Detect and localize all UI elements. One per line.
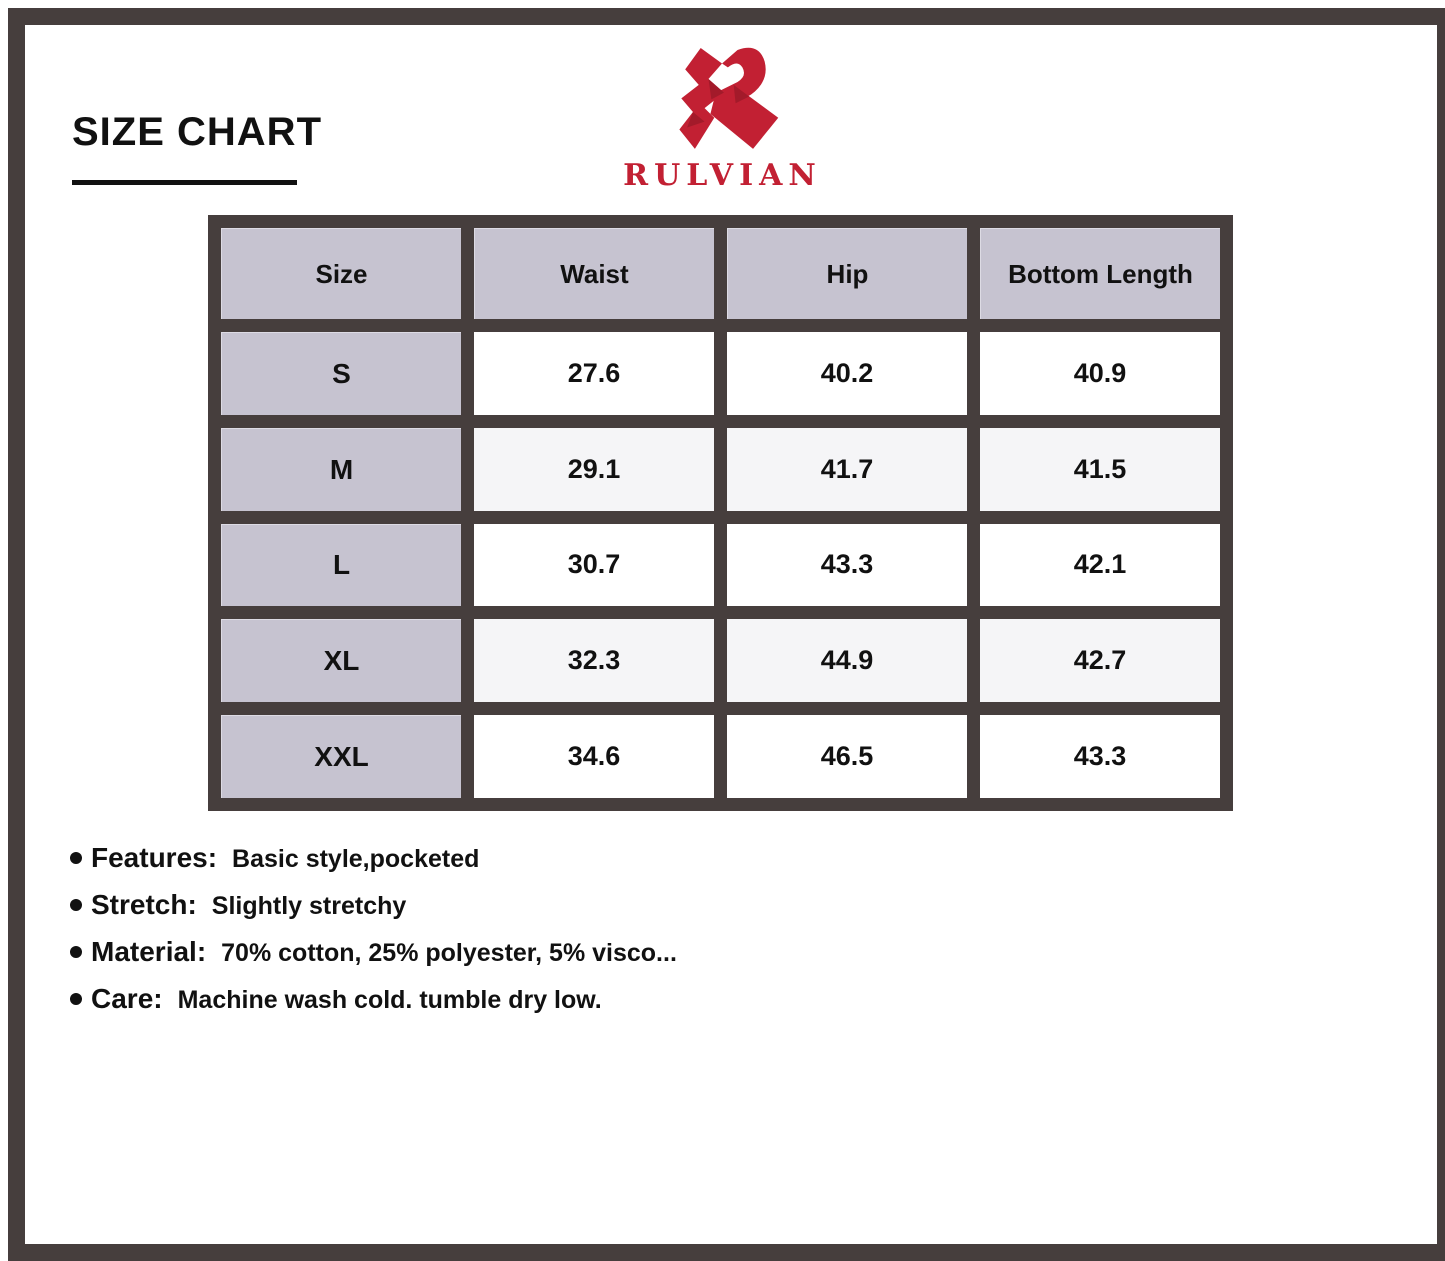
bullet-dot-icon xyxy=(70,946,82,958)
detail-value: Basic style,pocketed xyxy=(232,845,480,873)
detail-value: Machine wash cold. tumble dry low. xyxy=(177,986,602,1014)
table-row xyxy=(221,715,1220,798)
measurement-cell: 44.9 xyxy=(727,619,967,702)
size-chart-table-wrap xyxy=(208,215,1233,811)
brand-logo-r-icon xyxy=(660,40,786,152)
detail-label: Stretch: xyxy=(91,889,197,920)
measurement-cell: 40.2 xyxy=(727,332,967,415)
column-header-hip: Hip xyxy=(727,228,967,319)
detail-item xyxy=(70,842,677,874)
brand-logo xyxy=(563,40,883,193)
column-header-size: Size xyxy=(221,228,461,319)
detail-value: 70% cotton, 25% polyester, 5% visco... xyxy=(221,939,677,967)
measurement-cell: 30.7 xyxy=(474,524,714,607)
measurement-cell: 29.1 xyxy=(474,428,714,511)
detail-label: Care: xyxy=(91,983,163,1014)
size-chart-table xyxy=(208,215,1233,811)
bullet-dot-icon xyxy=(70,993,82,1005)
column-header-bottom-length: Bottom Length xyxy=(980,228,1220,319)
size-label: S xyxy=(221,332,461,415)
measurement-cell: 32.3 xyxy=(474,619,714,702)
measurement-cell: 27.6 xyxy=(474,332,714,415)
details-list xyxy=(70,842,677,1030)
brand-name: RULVIAN xyxy=(623,158,822,193)
measurement-cell: 41.7 xyxy=(727,428,967,511)
table-header-row xyxy=(221,228,1220,319)
column-header-waist: Waist xyxy=(474,228,714,319)
bullet-dot-icon xyxy=(70,852,82,864)
detail-item xyxy=(70,889,677,921)
table-row xyxy=(221,428,1220,511)
measurement-cell: 42.7 xyxy=(980,619,1220,702)
detail-label: Material: xyxy=(91,936,207,967)
detail-item xyxy=(70,936,677,968)
size-label: M xyxy=(221,428,461,511)
measurement-cell: 40.9 xyxy=(980,332,1220,415)
page-title: SIZE CHART xyxy=(72,110,322,154)
measurement-cell: 42.1 xyxy=(980,524,1220,607)
detail-item xyxy=(70,983,677,1015)
table-row xyxy=(221,332,1220,415)
detail-value: Slightly stretchy xyxy=(211,892,407,920)
bullet-dot-icon xyxy=(70,899,82,911)
measurement-cell: 43.3 xyxy=(727,524,967,607)
size-label: L xyxy=(221,524,461,607)
measurement-cell: 43.3 xyxy=(980,715,1220,798)
table-row xyxy=(221,524,1220,607)
detail-label: Features: xyxy=(91,842,218,873)
size-label: XL xyxy=(221,619,461,702)
measurement-cell: 46.5 xyxy=(727,715,967,798)
measurement-cell: 34.6 xyxy=(474,715,714,798)
size-table-body xyxy=(221,332,1220,798)
table-row xyxy=(221,619,1220,702)
size-label: XXL xyxy=(221,715,461,798)
measurement-cell: 41.5 xyxy=(980,428,1220,511)
title-underline xyxy=(72,180,297,185)
